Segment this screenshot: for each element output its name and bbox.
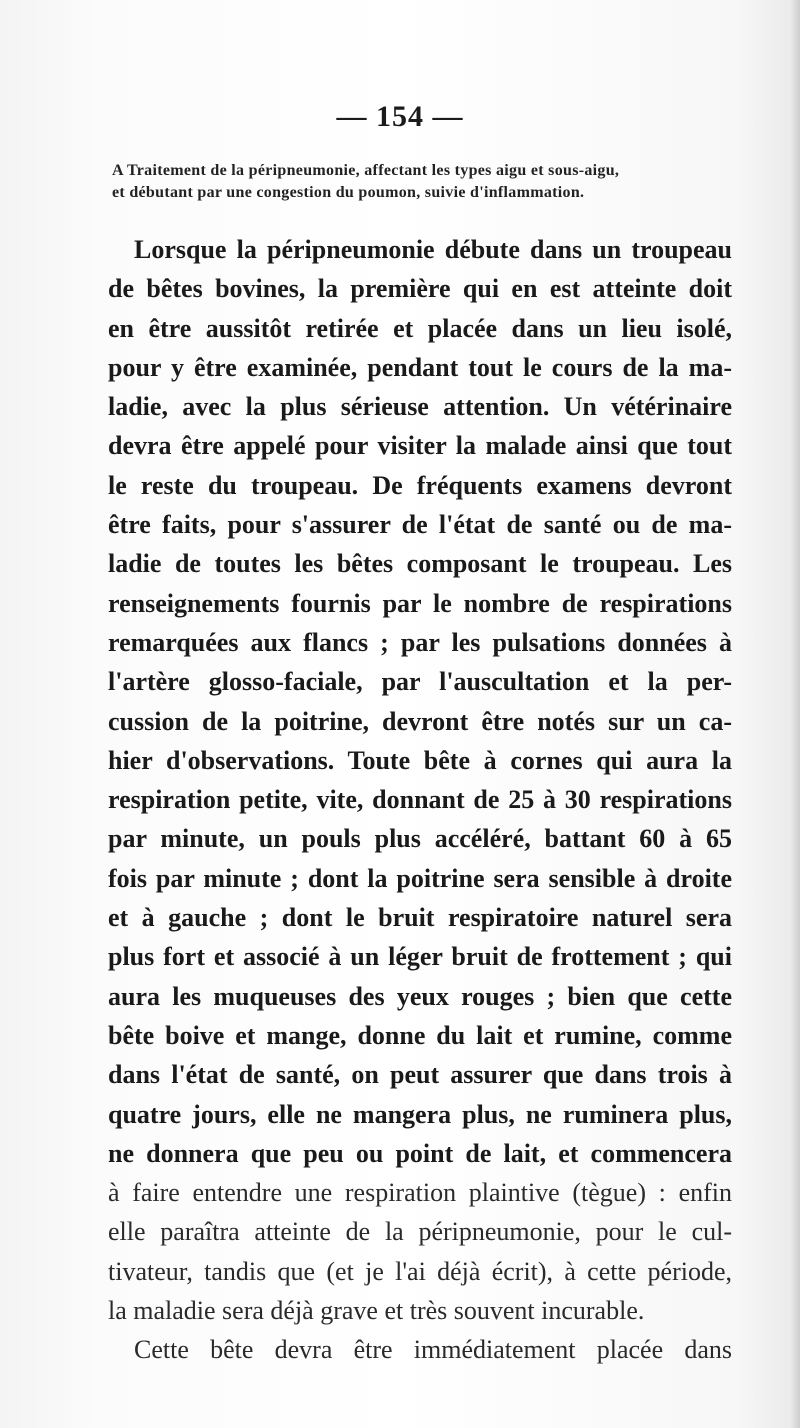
text-line: de bêtes bovines, la première qui en est atteinte doit [108,274,732,304]
text-line: Cette bête devra être immédiatement placée dans [134,1335,732,1365]
text-line: devra être appelé pour visiter la malade ainsi que tout [108,431,732,461]
text-line: à faire entendre une respiration plaintive (tègue) : enfin [108,1178,732,1208]
text-line: être faits, pour s'assurer de l'état de santé ou de ma- [108,510,732,540]
text-line: par minute, un pouls plus accéléré, battant 60 à 65 [108,824,732,854]
text-line: ladie de toutes les bêtes composant le troupeau. Les [108,549,732,579]
text-line: bête boive et mange, donne du lait et rumine, comme [108,1020,732,1050]
text-line: et à gauche ; dont le bruit respiratoire naturel sera [108,903,732,933]
text-line: la maladie sera déjà grave et très souvent incurable. [108,1296,645,1326]
text-line: l'artère glosso-faciale, par l'auscultation et la per- [108,667,732,697]
text-line: le reste du troupeau. De fréquents examens devront [108,470,732,500]
text-line: cussion de la poitrine, devront être notés sur un ca- [108,706,732,736]
text-line: pour y être examinée, pendant tout le cours de la ma- [108,352,732,382]
text-line: hier d'observations. Toute bête à cornes qui aura la [108,745,732,775]
page-edge-shadow [790,0,800,1428]
body-text [108,230,732,1370]
text-line: Lorsque la péripneumonie débute dans un troupeau [134,235,732,264]
text-line: quatre jours, elle ne mangera plus, ne ruminera plus, [108,1099,732,1129]
text-line: respiration petite, vite, donnant de 25 à 30 respirations [108,785,732,815]
text-line: ne donnera que peu ou point de lait, et commencera [108,1138,732,1168]
heading-line: A Traitement de la péripneumonie, affectant les types aigu et sous-aigu, [112,162,620,179]
text-line: aura les muqueuses des yeux rouges ; bien que cette [108,981,732,1011]
text-line: tivateur, tandis que (et je l'ai déjà écrit), à cette période, [108,1256,732,1286]
page-number: — 154 — [336,100,464,133]
text-line: remarquées aux flancs ; par les pulsations données à [108,627,732,657]
text-line: en être aussitôt retirée et placée dans un lieu isolé, [108,313,732,343]
text-line: fois par minute ; dont la poitrine sera sensible à droite [108,863,732,893]
section-heading [112,160,732,204]
text-line: elle paraîtra atteinte de la péripneumonie, pour le cul- [108,1217,732,1247]
text-line: dans l'état de santé, on peut assurer que dans trois à [108,1060,732,1090]
text-line: renseignements fournis par le nombre de respirations [108,588,732,618]
text-line: ladie, avec la plus sérieuse attention. Un vétérinaire [108,392,732,422]
text-line: plus fort et associé à un léger bruit de frottement ; qui [108,942,732,972]
heading-line: et débutant par une congestion du poumon, suivie d'inflammation. [112,184,585,201]
